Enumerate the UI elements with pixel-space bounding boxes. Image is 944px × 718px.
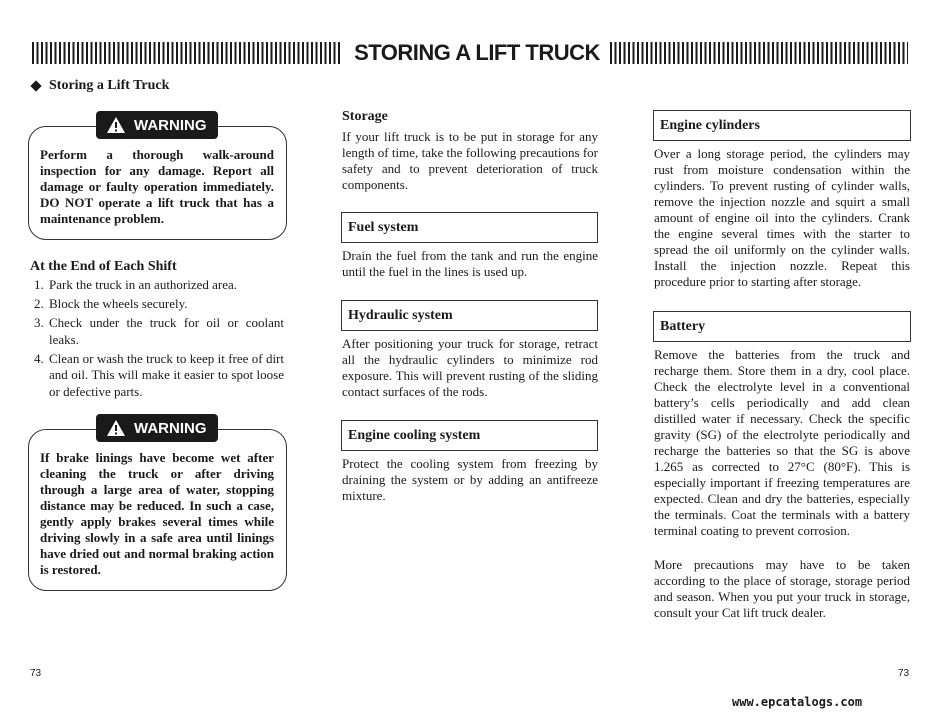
hydraulic-system-text: After positioning your truck for storage, retract all the hydraulic cylinders to minimize rod exposure. This will prevent rusting of the sliding contact surfaces of the rods. — [342, 336, 598, 399]
warning-label-1: WARNING — [134, 116, 207, 134]
cooling-system-text: Protect the cooling system from freezing by draining the system or by adding an antifreeze mixture. — [342, 456, 598, 503]
engine-cylinders-text: Over a long storage period, the cylinders may rust from moisture condensation within the cylinders. To prevent rusting of cylinder walls, remove the injection nozzle and squirt a small amount of engine oil into the cylinders. Crank the engine several times with the starter to spread the oil uniformly on the cylinder walls. Install the injection nozzle. Repeat this procedure prior to starting after storage. — [654, 146, 910, 289]
warning-box-2 — [28, 429, 287, 591]
warning-text-2: If brake linings have become wet after cleaning the truck or after driving through a large area of water, stopping distance may be reduced. In such a case, gently apply brakes several times while driving slowly in a safe area until linings have dried out and normal braking action is restored. — [40, 450, 274, 577]
shift-heading: At the End of Each Shift — [30, 259, 177, 274]
list-item: 2. Block the wheels securely. — [34, 296, 188, 311]
list-item: 4. Clean or wash the truck to keep it free of dirt and oil. This will make it easier to spot loose or defective parts. — [34, 350, 284, 399]
warning-text-1: Perform a thorough walk-around inspection for any damage. Report all damage or faulty operation immediately. DO NOT operate a lift truck that has a maintenance problem. — [40, 147, 274, 226]
list-item: 1. Park the truck in an authorized area. — [34, 277, 238, 292]
battery-heading: Battery — [653, 311, 911, 342]
page-title: STORING A LIFT TRUCK — [354, 40, 600, 65]
diamond-bullet-icon — [30, 80, 41, 91]
battery-text-2: More precautions may have to be taken according to the place of storage, storage period and season. When you put your truck in storage, consult your Cat lift truck dealer. — [654, 557, 910, 620]
warning-box-1 — [28, 126, 287, 240]
hydraulic-system-heading: Hydraulic system — [341, 300, 598, 331]
header-bars-right — [610, 42, 908, 64]
engine-cylinders-heading: Engine cylinders — [653, 110, 911, 141]
watermark: www.epcatalogs.com — [732, 695, 863, 709]
section-title: Storing a Lift Truck — [49, 78, 170, 93]
page-number-right: 73 — [898, 668, 910, 679]
fuel-system-heading: Fuel system — [341, 212, 598, 243]
storage-heading: Storage — [342, 109, 388, 124]
warning-badge-2 — [96, 414, 218, 442]
warning-label-2: WARNING — [134, 419, 207, 437]
storage-text: If your lift truck is to be put in storage for any length of time, take the following precautions for safety and to prevent deterioration of truck components. — [342, 129, 598, 192]
cooling-system-heading: Engine cooling system — [341, 420, 598, 451]
list-item: 3. Check under the truck for oil or coolant leaks. — [34, 315, 284, 347]
warning-badge-1 — [96, 111, 218, 139]
shift-checklist — [34, 277, 284, 403]
fuel-system-text: Drain the fuel from the tank and run the engine until the fuel in the lines is used up. — [342, 248, 598, 279]
page-header — [32, 38, 908, 68]
warning-triangle-icon — [106, 419, 126, 437]
warning-triangle-icon — [106, 116, 126, 134]
header-bars-left — [32, 42, 342, 64]
battery-text: Remove the batteries from the truck and recharge them. Store them in a dry, cool place. Check the electrolyte level in a conventional battery’s cells periodically and add clean distilled water if necessary. Check the specific gravity (SG) of the electrolyte periodically and recharge the batteries so that the SG is above 1.265 as corrected to 27°C (80°F). This is especially important if freezing temperatures are expected. Clean and dry the batteries, especially the terminals. Coat the terminals with a battery terminal coating to prevent corrosion. — [654, 347, 910, 538]
page-number-left: 73 — [30, 668, 42, 679]
